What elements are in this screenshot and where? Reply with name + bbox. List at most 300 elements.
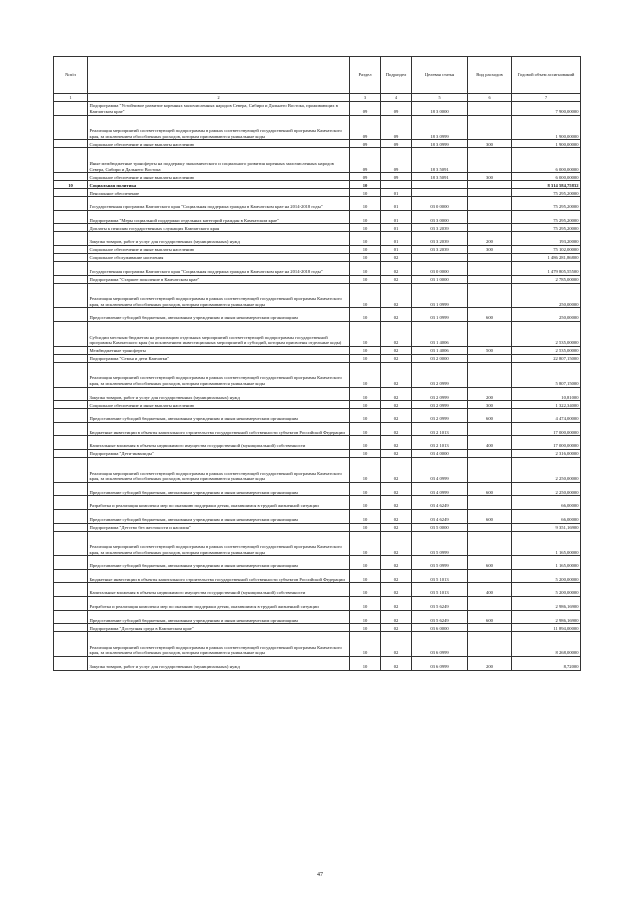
header-expense-type: Вид расходов [468,57,512,94]
cell-target-article: 03 6 0999 [412,632,468,657]
cell-amount: 8 314 584,75832 [512,181,581,189]
cell-amount: 8,72000 [512,657,581,671]
cell-number [54,422,88,436]
cell-amount: 7 900,00000 [512,102,581,116]
cell-section: 09 [350,140,381,148]
cell-subsection: 02 [381,401,412,409]
table-row [54,197,581,211]
cell-name: Реализация мероприятий соответствующей подпрограммы в рамках соответствующей государственной программы Камчатского края, за исключением обособленных расходов, которым присваиваются уникальные коды [88,531,350,556]
cell-amount: 11 894,00000 [512,624,581,632]
cell-subsection: 02 [381,496,412,510]
cell-amount: 1 165,00000 [512,531,581,556]
cell-subsection: 02 [381,457,412,482]
cell-subsection: 02 [381,449,412,457]
cell-number [54,597,88,611]
header-target-article: Целевая статья [412,57,468,94]
cell-number [54,409,88,423]
cell-number [54,346,88,354]
cell-subsection: 02 [381,253,412,261]
cell-number [54,275,88,283]
cell-target-article: 03 2 0999 [412,387,468,401]
cell-section: 10 [350,275,381,283]
cell-expense-type: 600 [468,556,512,570]
cell-expense-type: 600 [468,308,512,322]
cell-amount: 75 102,00000 [512,245,581,253]
cell-expense-type [468,275,512,283]
cell-number [54,232,88,246]
cell-target-article: 03 2 0999 [412,401,468,409]
table-row [54,210,581,224]
cell-target-article: 03 4 6249 [412,496,468,510]
cell-expense-type [468,224,512,232]
cell-subsection: 02 [381,422,412,436]
cell-section: 10 [350,362,381,387]
cell-number [54,482,88,496]
cell-expense-type [468,102,512,116]
cell-name: Предоставление субсидий бюджетным, автономным учреждениям и иным некоммерческим организациям [88,409,350,423]
cell-number [54,436,88,450]
cell-number [54,102,88,116]
cell-expense-type: 200 [468,232,512,246]
cell-section: 10 [350,449,381,457]
table-row [54,102,581,116]
cell-target-article: 03 5 1013 [412,569,468,583]
cell-expense-type [468,496,512,510]
cell-name: Капитальные вложения в объекты недвижимого имущества государственной (муниципальной) собственности [88,436,350,450]
header-annual-volume: Годовой объем ассигнований [512,57,581,94]
cell-section: 09 [350,148,381,173]
cell-expense-type [468,354,512,362]
cell-target-article: 03 5 0999 [412,531,468,556]
table-row [54,401,581,409]
cell-section: 10 [350,457,381,482]
cell-expense-type: 200 [468,657,512,671]
cell-subsection: 01 [381,224,412,232]
cell-name: Подпрограмма "Устойчивое развитие коренных малочисленных народов Севера, Сибири и Дальнего Востока, проживающих в Камчатском крае" [88,102,350,116]
table-row [54,245,581,253]
cell-subsection: 09 [381,140,412,148]
cell-name: Социальное обеспечение и иные выплаты населению [88,173,350,181]
cell-section: 10 [350,531,381,556]
table-row [54,457,581,482]
table-row [54,482,581,496]
cell-target-article: 18 3 0999 [412,115,468,140]
table-row [54,261,581,275]
cell-expense-type [468,597,512,611]
cell-target-article: 03 1 4006 [412,346,468,354]
cell-target-article: 03 2 0999 [412,409,468,423]
cell-expense-type [468,632,512,657]
cell-name: Капитальные вложения в объекты недвижимого имущества государственной (муниципальной) собственности [88,583,350,597]
cell-target-article: 03 5 1013 [412,583,468,597]
cell-amount: 2 250,00000 [512,457,581,482]
column-number: 5 [412,94,468,102]
cell-number [54,496,88,510]
cell-expense-type [468,283,512,308]
cell-name: Разработка и реализация комплекса мер по оказанию поддержки детям, оказавшимся в трудной жизненной ситуации [88,597,350,611]
cell-target-article: 03 2 1013 [412,436,468,450]
cell-target-article: 03 3 0000 [412,210,468,224]
cell-name: Социальная политика [88,181,350,189]
cell-number [54,148,88,173]
cell-amount: 1 900,00000 [512,115,581,140]
cell-section: 10 [350,346,381,354]
cell-number [54,253,88,261]
cell-target-article: 03 2 1013 [412,422,468,436]
cell-subsection: 09 [381,115,412,140]
cell-subsection: 02 [381,362,412,387]
cell-subsection: 02 [381,569,412,583]
cell-section: 10 [350,283,381,308]
cell-amount: 250,00000 [512,308,581,322]
cell-expense-type: 300 [468,245,512,253]
cell-target-article: 03 6 0000 [412,624,468,632]
table-row [54,387,581,401]
table-row [54,253,581,261]
cell-amount: 2 316,00000 [512,449,581,457]
cell-section: 10 [350,496,381,510]
cell-expense-type [468,531,512,556]
cell-name: Подпрограмма "Доступная среда в Камчатском крае" [88,624,350,632]
cell-section: 10 [350,509,381,523]
cell-amount: 2 535,00000 [512,346,581,354]
cell-expense-type [468,624,512,632]
column-number: 1 [54,94,88,102]
cell-expense-type: 300 [468,401,512,409]
cell-target-article: 18 3 5091 [412,173,468,181]
cell-expense-type: 600 [468,409,512,423]
table-row [54,173,581,181]
cell-amount: 66,00000 [512,496,581,510]
cell-section: 10 [350,569,381,583]
cell-name: Доплаты к пенсиям государственных служащих Камчатского края [88,224,350,232]
cell-target-article: 03 2 0999 [412,362,468,387]
table-row [54,583,581,597]
cell-number [54,457,88,482]
cell-section: 10 [350,583,381,597]
table-row [54,224,581,232]
cell-target-article: 03 4 0999 [412,457,468,482]
cell-number [54,523,88,531]
cell-section: 10 [350,181,381,189]
table-row [54,509,581,523]
cell-amount: 2 785,00000 [512,275,581,283]
cell-name: Субсидии местным бюджетам на реализацию отдельных мероприятий соответствующей подпрограммы государственной программы Камчатского края (за исключением инвестиционных мероприятий и субсидий, которым присвоены отдельные коды) [88,321,350,346]
cell-section: 10 [350,401,381,409]
cell-expense-type [468,449,512,457]
cell-amount: 250,00000 [512,283,581,308]
cell-amount: 2 250,00000 [512,482,581,496]
cell-expense-type [468,115,512,140]
table-row [54,275,581,283]
cell-number [54,224,88,232]
cell-section: 10 [350,261,381,275]
cell-number: 10 [54,181,88,189]
cell-expense-type: 500 [468,346,512,354]
header-subsection: Подраздел [381,57,412,94]
column-number: 4 [381,94,412,102]
cell-amount: 5 200,00000 [512,583,581,597]
cell-subsection: 02 [381,283,412,308]
cell-name: Бюджетные инвестиции в объекты капитального строительства государственной собственности субъектов Российской Федерации [88,422,350,436]
cell-section: 10 [350,436,381,450]
cell-subsection: 02 [381,556,412,570]
table-row [54,321,581,346]
cell-subsection: 01 [381,197,412,211]
cell-name: Предоставление субсидий бюджетным, автономным учреждениям и иным некоммерческим организациям [88,556,350,570]
cell-number [54,657,88,671]
page-number: 47 [317,872,323,878]
cell-expense-type: 300 [468,173,512,181]
column-number-row [54,94,581,102]
cell-subsection: 02 [381,509,412,523]
cell-name: Подпрограмма "Старшее поколение в Камчатском крае" [88,275,350,283]
budget-table [53,56,581,671]
cell-subsection: 02 [381,657,412,671]
cell-amount: 1 900,00000 [512,140,581,148]
cell-expense-type: 300 [468,140,512,148]
cell-number [54,354,88,362]
cell-subsection: 02 [381,261,412,275]
cell-subsection: 02 [381,436,412,450]
cell-amount: 9 351,16900 [512,523,581,531]
cell-name: Реализация мероприятий соответствующей подпрограммы в рамках соответствующей государственной программы Камчатского края, за исключением обособленных расходов, которым присваиваются уникальные коды [88,362,350,387]
table-row [54,409,581,423]
table-row [54,308,581,322]
cell-name: Закупка товаров, работ и услуг для государственных (муниципальных) нужд [88,232,350,246]
cell-number [54,632,88,657]
cell-amount: 5 807,15000 [512,362,581,387]
cell-subsection: 09 [381,148,412,173]
cell-target-article [412,253,468,261]
cell-target-article: 18 3 5091 [412,148,468,173]
cell-name: Закупка товаров, работ и услуг для государственных (муниципальных) нужд [88,387,350,401]
cell-name: Межбюджетные трансферты [88,346,350,354]
cell-subsection: 02 [381,523,412,531]
table-row [54,496,581,510]
cell-target-article: 03 5 6249 [412,610,468,624]
cell-target-article: 03 5 6249 [412,597,468,611]
cell-subsection: 09 [381,173,412,181]
header-name [88,57,350,94]
cell-number [54,583,88,597]
cell-amount: 1 322,34000 [512,401,581,409]
cell-subsection: 09 [381,102,412,116]
table-body [54,102,581,671]
cell-target-article: 03 0 0000 [412,197,468,211]
cell-subsection: 01 [381,189,412,197]
cell-expense-type [468,457,512,482]
cell-section: 10 [350,321,381,346]
cell-name: Разработка и реализация комплекса мер по оказанию поддержки детям, оказавшимся в трудной жизненной ситуации [88,496,350,510]
cell-number [54,308,88,322]
cell-amount: 10,81000 [512,387,581,401]
cell-section: 10 [350,210,381,224]
table-row [54,569,581,583]
cell-expense-type [468,422,512,436]
cell-expense-type [468,261,512,275]
cell-target-article: 03 1 0000 [412,275,468,283]
cell-amount: 5 200,00000 [512,569,581,583]
cell-number [54,362,88,387]
cell-amount: 75 295,20000 [512,189,581,197]
cell-target-article: 03 1 0999 [412,283,468,308]
column-number: 2 [88,94,350,102]
cell-expense-type [468,189,512,197]
cell-number [54,610,88,624]
header-number: №п/п [54,57,88,94]
cell-name: Государственная программа Камчатского края "Социальная поддержка граждан в Камчатском крае на 2014-2018 годы" [88,261,350,275]
cell-section: 10 [350,657,381,671]
cell-subsection: 01 [381,210,412,224]
table-row [54,148,581,173]
table-row [54,624,581,632]
cell-number [54,387,88,401]
cell-name: Подпрограмма "Меры социальной поддержки отдельных категорий граждан в Камчатском крае" [88,210,350,224]
cell-section: 10 [350,354,381,362]
cell-section: 10 [350,624,381,632]
cell-expense-type: 600 [468,509,512,523]
table-row [54,283,581,308]
cell-subsection: 02 [381,321,412,346]
cell-section: 10 [350,523,381,531]
cell-amount: 6 000,00000 [512,148,581,173]
header-row [54,57,581,94]
cell-subsection: 01 [381,245,412,253]
cell-name: Предоставление субсидий бюджетным, автономным учреждениям и иным некоммерческим организациям [88,482,350,496]
cell-name: Иные межбюджетные трансферты на поддержку экономического и социального развития коренных малочисленных народов Севера, Сибири и Дальнего Востока [88,148,350,173]
cell-amount: 17 000,00000 [512,436,581,450]
cell-name: Социальное обслуживание населения [88,253,350,261]
cell-target-article: 03 5 0000 [412,523,468,531]
cell-amount: 17 000,00000 [512,422,581,436]
cell-name: Пенсионное обеспечение [88,189,350,197]
cell-section: 10 [350,409,381,423]
table-row [54,354,581,362]
cell-subsection: 02 [381,308,412,322]
cell-number [54,210,88,224]
cell-subsection: 02 [381,597,412,611]
cell-target-article: 03 3 2039 [412,232,468,246]
cell-target-article: 03 5 0999 [412,556,468,570]
cell-target-article: 18 3 0999 [412,140,468,148]
cell-subsection: 01 [381,232,412,246]
column-number: 6 [468,94,512,102]
cell-target-article: 03 6 0999 [412,657,468,671]
table-row [54,422,581,436]
table-row [54,531,581,556]
cell-section: 10 [350,253,381,261]
cell-name: Бюджетные инвестиции в объекты капитального строительства государственной собственности субъектов Российской Федерации [88,569,350,583]
cell-name: Реализация мероприятий соответствующей подпрограммы в рамках соответствующей государственной программы Камчатского края, за исключением обособленных расходов, которым присваиваются уникальные коды [88,283,350,308]
cell-name: Подпрограмма "Детство без жестокости и насилия" [88,523,350,531]
cell-section: 10 [350,224,381,232]
cell-subsection: 02 [381,409,412,423]
table-row [54,189,581,197]
cell-expense-type: 400 [468,583,512,597]
table-row [54,632,581,657]
table-row [54,556,581,570]
cell-number [54,115,88,140]
cell-amount: 1 486 281,86800 [512,253,581,261]
cell-target-article: 03 4 0999 [412,482,468,496]
cell-section: 09 [350,173,381,181]
cell-amount: 1 479 805,55500 [512,261,581,275]
cell-name: Государственная программа Камчатского края "Социальная поддержка граждан в Камчатском крае на 2014-2018 годы" [88,197,350,211]
cell-number [54,556,88,570]
cell-expense-type [468,197,512,211]
cell-expense-type: 200 [468,387,512,401]
cell-section: 10 [350,597,381,611]
cell-section: 09 [350,115,381,140]
cell-target-article: 03 3 2039 [412,224,468,232]
cell-section: 10 [350,189,381,197]
cell-expense-type [468,569,512,583]
cell-expense-type: 600 [468,610,512,624]
cell-number [54,189,88,197]
cell-number [54,321,88,346]
cell-number [54,401,88,409]
cell-amount: 75 295,20000 [512,197,581,211]
column-number: 7 [512,94,581,102]
cell-amount: 2 535,00000 [512,321,581,346]
cell-subsection: 02 [381,275,412,283]
table-row [54,597,581,611]
cell-target-article [412,189,468,197]
cell-target-article: 03 3 2039 [412,245,468,253]
cell-name: Подпрограмма "Семья и дети Камчатки" [88,354,350,362]
table-row [54,232,581,246]
cell-number [54,569,88,583]
cell-expense-type [468,210,512,224]
cell-section: 10 [350,232,381,246]
cell-target-article [412,181,468,189]
cell-target-article: 03 4 6249 [412,509,468,523]
cell-section: 10 [350,245,381,253]
cell-subsection: 02 [381,624,412,632]
cell-amount: 8 268,00000 [512,632,581,657]
cell-number [54,531,88,556]
cell-target-article: 03 1 4006 [412,321,468,346]
cell-amount: 22 807,15000 [512,354,581,362]
cell-subsection: 02 [381,632,412,657]
cell-section: 10 [350,610,381,624]
cell-name: Реализация мероприятий соответствующей подпрограммы в рамках соответствующей государственной программы Камчатского края, за исключением обособленных расходов, которым присваиваются уникальные коды [88,632,350,657]
header-section: Раздел [350,57,381,94]
cell-number [54,449,88,457]
cell-amount: 1 165,00000 [512,556,581,570]
cell-expense-type: 400 [468,436,512,450]
cell-name: Закупка товаров, работ и услуг для государственных (муниципальных) нужд [88,657,350,671]
cell-number [54,261,88,275]
cell-amount: 4 474,00000 [512,409,581,423]
cell-number [54,173,88,181]
table-row [54,523,581,531]
cell-amount: 193,20000 [512,232,581,246]
cell-expense-type [468,148,512,173]
table-row [54,610,581,624]
cell-name: Реализация мероприятий соответствующей подпрограммы в рамках соответствующей государственной программы Камчатского края, за исключением обособленных расходов, которым присваиваются уникальные коды [88,457,350,482]
cell-number [54,509,88,523]
cell-target-article: 03 2 0000 [412,354,468,362]
cell-amount: 75 295,20000 [512,224,581,232]
table-row [54,657,581,671]
cell-expense-type [468,362,512,387]
cell-subsection: 02 [381,531,412,556]
cell-expense-type: 600 [468,482,512,496]
cell-section: 09 [350,102,381,116]
cell-name: Предоставление субсидий бюджетным, автономным учреждениям и иным некоммерческим организациям [88,610,350,624]
